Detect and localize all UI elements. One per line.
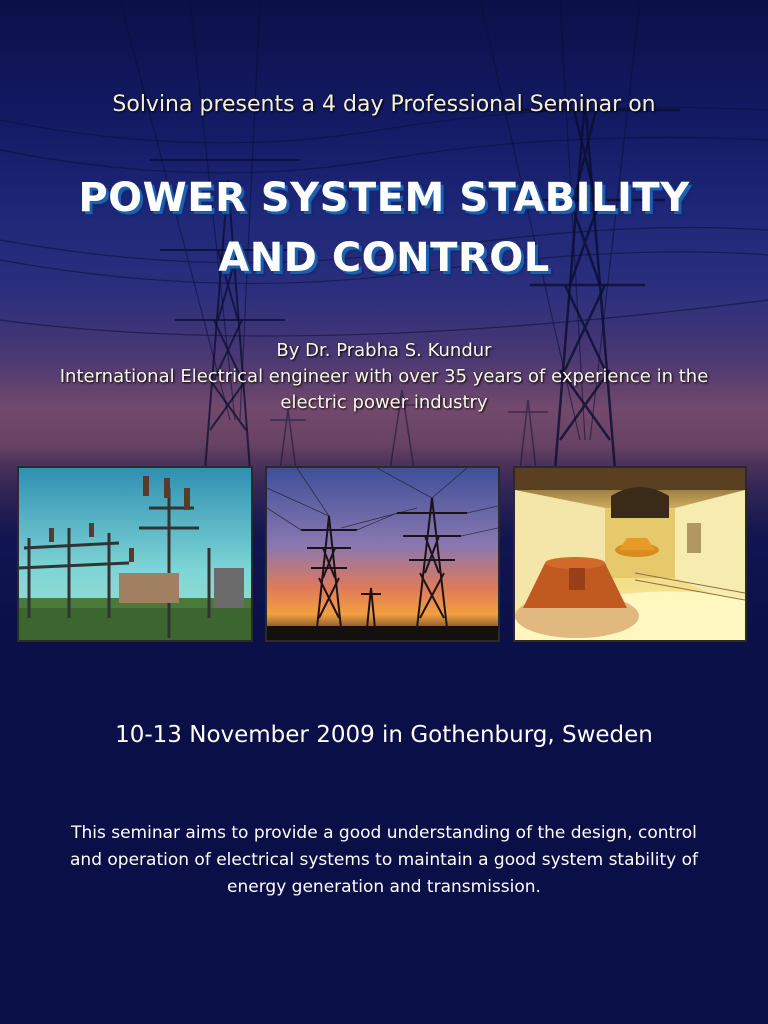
author-description-2: electric power industry — [280, 392, 488, 413]
title-line-2: AND CONTROL — [218, 235, 550, 281]
author-block — [0, 338, 768, 416]
author-byline: By Dr. Prabha S. Kundur — [276, 340, 492, 361]
title-line-1: POWER SYSTEM STABILITY — [78, 175, 690, 221]
towers-sunset-photo — [265, 466, 500, 642]
author-description-1: International Electrical engineer with over 35 years of experience in the — [59, 366, 709, 387]
event-dates: 10-13 November 2009 in Gothenburg, Sweden — [115, 722, 653, 748]
seminar-description — [40, 820, 728, 901]
description-line-3: energy generation and transmission. — [227, 877, 541, 897]
generator-hall-photo — [513, 466, 747, 642]
seminar-intro: Solvina presents a 4 day Professional Seminar on — [112, 92, 656, 117]
page-title — [0, 168, 768, 288]
description-line-1: This seminar aims to provide a good understanding of the design, control — [71, 823, 697, 843]
description-line-2: and operation of electrical systems to maintain a good system stability of — [70, 850, 698, 870]
substation-photo — [17, 466, 253, 642]
